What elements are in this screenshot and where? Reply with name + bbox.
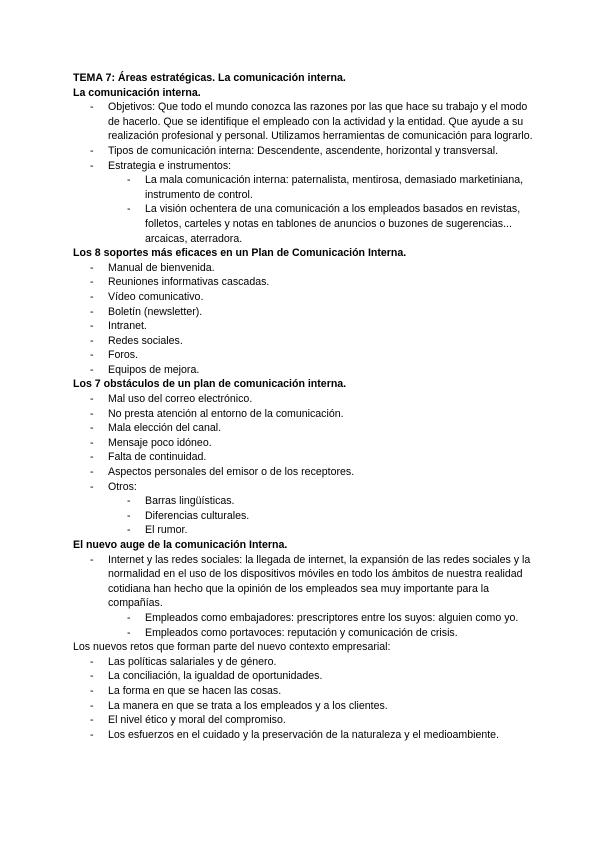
list-item: - Vídeo comunicativo.: [90, 290, 204, 303]
bullet-dash: -: [90, 655, 94, 668]
list-item: - Mala elección del canal.: [90, 422, 222, 435]
list-item: - Reuniones informativas cascadas.: [90, 276, 270, 289]
list-item: - Mal uso del correo electrónico.: [90, 393, 253, 406]
bullet-dash: -: [90, 144, 94, 157]
section-heading-obstaculos: Los 7 obstáculos de un plan de comunicación interna.: [73, 378, 347, 391]
section4-sublist: [108, 611, 533, 640]
bullet-dash: -: [90, 363, 94, 376]
document-title: TEMA 7: Áreas estratégicas. La comunicación interna.: [73, 72, 346, 84]
bullet-dash: -: [90, 261, 94, 274]
list-item: - Otros: - Barras lingüísticas. - Diferencias culturales. - El rumor.: [73, 480, 533, 538]
bullet-dash: -: [127, 509, 131, 522]
bullet-dash: -: [90, 728, 94, 741]
bullet-dash: -: [90, 699, 94, 712]
sub-list-item: - El rumor.: [127, 524, 188, 537]
list-item: - Objetivos: Que todo el mundo conozca las razones por las que hace su trabajo y el modo de hacerlo. Que se identifique el empleado con la actividad y la entidad. Que ayude a su realización profesional y personal. Utilizamos herramientas de comunicación para lograrlo.: [90, 101, 533, 143]
list-item: - Boletín (newsletter).: [90, 305, 203, 318]
bullet-dash: -: [90, 349, 94, 362]
bullet-dash: -: [127, 495, 131, 508]
list-item: - Tipos de comunicación interna: Descendente, ascendente, horizontal y transversal.: [90, 144, 499, 157]
bullet-dash: -: [90, 290, 94, 303]
list-item: - Las políticas salariales y de género.: [90, 655, 277, 668]
list-item: - El nivel ético y moral del compromiso.: [90, 714, 286, 727]
list-item: - La manera en que se trata a los empleados y a los clientes.: [90, 699, 388, 712]
sub-list-item: - La mala comunicación interna: paternalista, mentirosa, demasiado marketiniana, instrumento de control.: [127, 174, 524, 201]
bullet-dash: -: [127, 626, 131, 639]
bullet-dash: -: [90, 305, 94, 318]
list-item: - La conciliación, la igualdad de oportunidades.: [90, 670, 323, 683]
section4-list: [73, 553, 533, 641]
bullet-dash: -: [90, 101, 94, 114]
section2-list: [73, 261, 533, 378]
bullet-dash: -: [90, 553, 94, 566]
document-body: [73, 71, 533, 742]
list-item: - La forma en que se hacen las cosas.: [90, 684, 282, 697]
bullet-dash: -: [127, 524, 131, 537]
list-item: - Internet y las redes sociales: la llegada de internet, la expansión de las redes sociales y la normalidad en el uso de los dispositivos móviles en todo los ámbitos de nuestra realidad cotidiana han hecho que la opinión de los empleados sea muy importante para la compañías. - Empleados como embajadores: prescriptores entre los suyos: alguien como yo. - Empleados como portavoces: reputación y comunicación de crisis.: [73, 553, 533, 641]
list-item: - Aspectos personales del emisor o de los receptores.: [90, 466, 355, 479]
sub-list-item: - Barras lingüísticas.: [127, 495, 235, 508]
sub-list-item: - Empleados como portavoces: reputación y comunicación de crisis.: [127, 626, 458, 639]
list-item: - Mensaje poco idóneo.: [90, 436, 212, 449]
list-item: - No presta atención al entorno de la comunicación.: [90, 407, 344, 420]
bullet-dash: -: [127, 174, 131, 187]
list-item: - Foros.: [90, 349, 139, 362]
list-item: - Estrategia e instrumentos: - La mala comunicación interna: paternalista, mentirosa, demasiado marketiniana, instrumento de control. - La visión ochentera de una comunicación a los empleados basados en revistas, folletos, carteles y notas en tablones de anuncios o buzones de sugerencias... arcaicas, aterradora.: [73, 159, 533, 247]
sub-list-item: - La visión ochentera de una comunicación a los empleados basados en revistas, folletos, carteles y notas en tablones de anuncios o buzones de sugerencias... arcaicas, aterradora.: [127, 203, 521, 245]
sub-list-item: - Diferencias culturales.: [127, 509, 250, 522]
list-item: - Falta de continuidad.: [90, 451, 207, 464]
list-item: - Intranet.: [90, 320, 147, 333]
bullet-dash: -: [127, 611, 131, 624]
section-heading-nuevo-auge: El nuevo auge de la comunicación Interna.: [73, 539, 288, 551]
bullet-dash: -: [90, 276, 94, 289]
section3-list: [73, 392, 533, 538]
section3-sublist: [108, 494, 533, 538]
bullet-dash: -: [90, 393, 94, 406]
bullet-dash: -: [90, 159, 94, 172]
retos-intro: Los nuevos retos que forman parte del nuevo contexto empresarial:: [73, 641, 391, 654]
bullet-dash: -: [90, 436, 94, 449]
bullet-dash: -: [90, 334, 94, 347]
section1-list: [73, 100, 533, 246]
list-item: - Manual de bienvenida.: [90, 261, 215, 274]
list-item: - Equipos de mejora.: [90, 363, 200, 376]
bullet-dash: -: [90, 684, 94, 697]
bullet-dash: -: [90, 451, 94, 464]
bullet-dash: -: [90, 422, 94, 435]
bullet-dash: -: [90, 407, 94, 420]
section-heading-comunicacion-interna: La comunicación interna.: [73, 86, 201, 99]
list-item: - Los esfuerzos en el cuidado y la preservación de la naturaleza y el medioambiente.: [90, 728, 500, 741]
bullet-dash: -: [90, 320, 94, 333]
section-heading-soportes: Los 8 soportes más eficaces en un Plan de Comunicación Interna.: [73, 247, 407, 260]
retos-list: [73, 655, 533, 743]
bullet-dash: -: [90, 714, 94, 727]
list-item: - Redes sociales.: [90, 334, 183, 347]
sub-list-item: - Empleados como embajadores: prescriptores entre los suyos: alguien como yo.: [127, 611, 519, 624]
bullet-dash: -: [90, 466, 94, 479]
bullet-dash: -: [90, 670, 94, 683]
bullet-dash: -: [90, 480, 94, 493]
section1-sublist: [108, 173, 533, 246]
bullet-dash: -: [127, 203, 131, 216]
